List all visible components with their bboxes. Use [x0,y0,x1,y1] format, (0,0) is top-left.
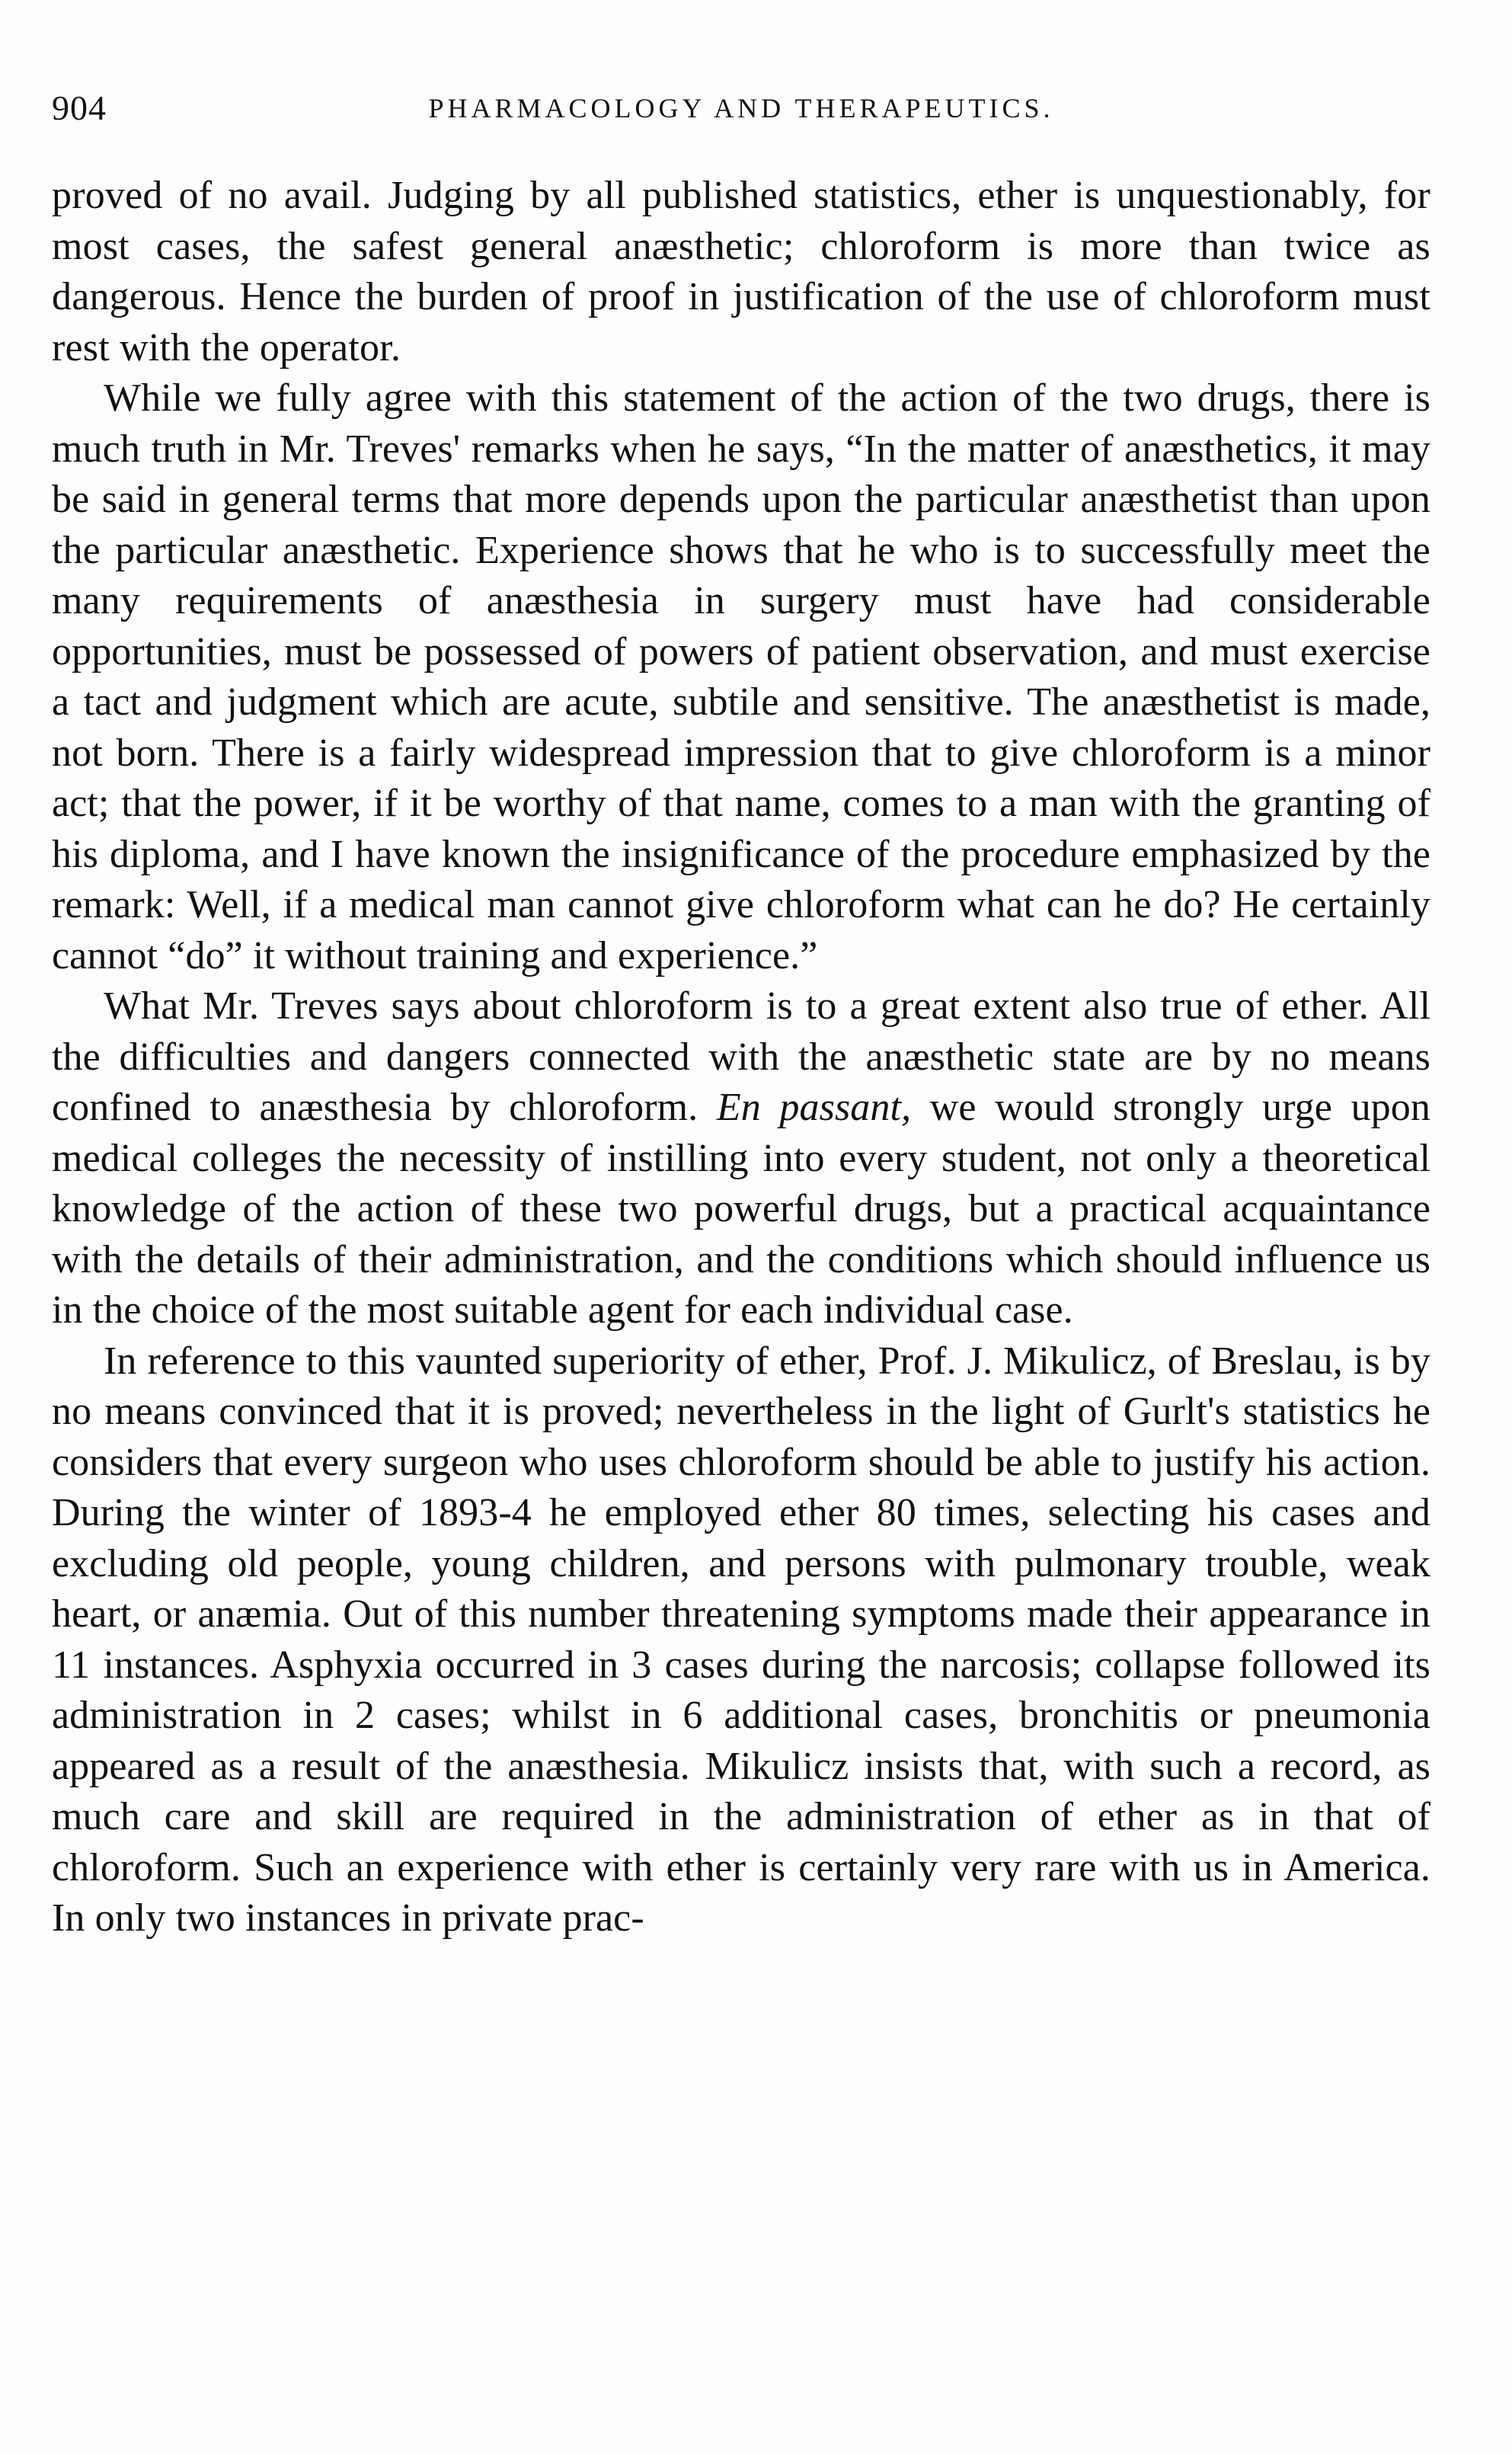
paragraph-text-after: we would strongly urge upon medical colleges the necessity of instilling into every student, not only a theoretical knowledge of the action of these two powerful drugs, but a practical acquaintance with the details of their administration, and the conditions which should influence us in the choice of the most suitable agent for each individual case. [52,1086,1430,1332]
running-head [52,85,1430,139]
paragraph-continued: proved of no avail. Judging by all published statistics, ether is unquestionably, for most cases, the safest general anæsthetic; chloroform is more than twice as dangerous. Hence the burden of proof in justification of the use of chloroform must rest with the operator. [52,174,1430,370]
paragraph-treves-quote: While we fully agree with this statement of the action of the two drugs, there is much truth in Mr. Treves' remarks when he says, “In the matter of anæsthetics, it may be said in general terms that more depends upon the particular anæsthetist than upon the particular anæsthetic. Experience shows that he who is to successfully meet the many requirements of anæsthesia in surgery must have had considerable opportunities, must be possessed of powers of patient observation, and must exercise a tact and judgment which are acute, subtile and sensitive. The anæsthetist is made, not born. There is a fairly widespread impression that to give chloroform is a minor act; that the power, if it be worthy of that name, comes to a man with the granting of his diploma, and I have known the insignificance of the procedure emphasized by the remark: Well, if a medical man cannot give chloroform what can he do? He certainly cannot “do” it without training and experience.” [52,376,1430,977]
running-title: PHARMACOLOGY AND THERAPEUTICS. [428,93,1054,123]
page-number: 904 [52,88,107,127]
paragraph-mikulicz: In reference to this vaunted superiority of ether, Prof. J. Mikulicz, of Breslau, is by no means convinced that it is proved; nevertheless in the light of Gurlt's statistics he considers that every surgeon who uses chloroform should be able to justify his action. During the winter of 1893-4 he employed ether 80 times, selecting his cases and excluding old people, young children, and persons with pulmonary trouble, weak heart, or anæmia. Out of this number threatening symptoms made their appearance in 11 instances. Asphyxia occurred in 3 cases during the narcosis; collapse followed its administration in 2 cases; whilst in 6 additional cases, bronchitis or pneumonia appeared as a result of the anæsthesia. Mikulicz insists that, with such a record, as much care and skill are required in the administration of ether as in that of chloroform. Such an experience with ether is certainly very rare with us in America. In only two instances in private prac- [52,1339,1430,1940]
italic-phrase: En passant, [716,1086,912,1129]
paragraph-text-before: What Mr. Treves says about chloroform is to a great extent also true of ether. All the difficulties and dangers connected with the anæsthetic state are by no means confined to anæsthesia by chloroform. [52,984,1430,1129]
body-text [52,171,1430,2403]
paragraph-ether-difficulties [52,981,1430,1336]
